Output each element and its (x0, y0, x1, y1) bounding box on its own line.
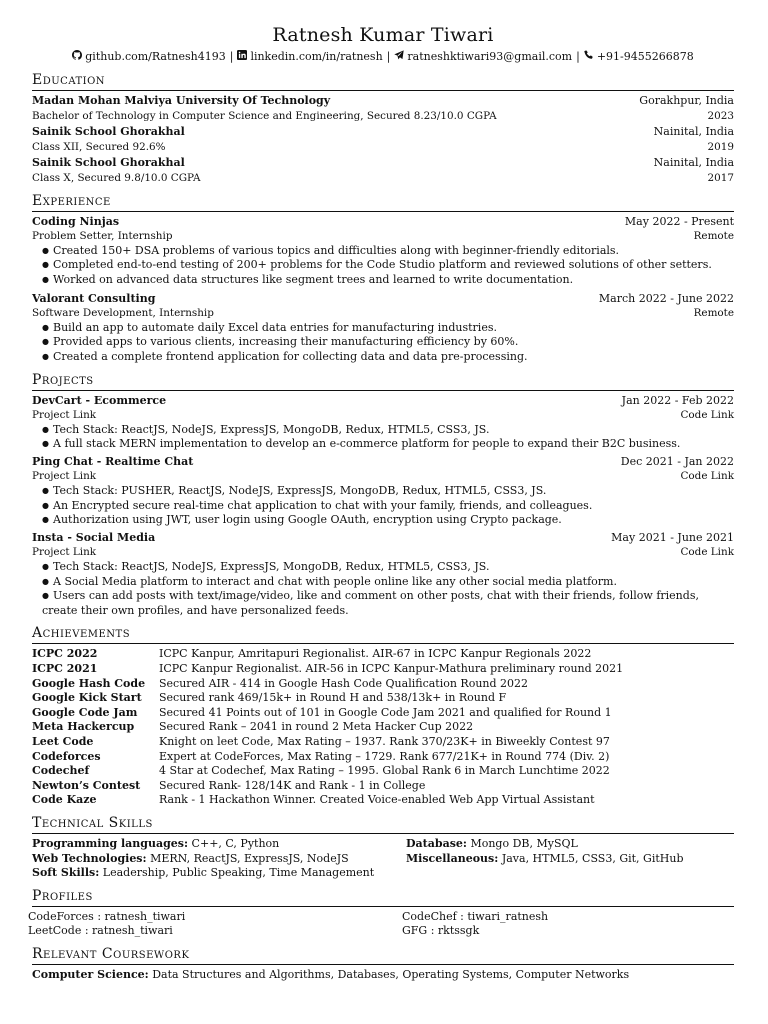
achievement-name: Google Kick Start (32, 691, 142, 705)
achievement-name: Newton’s Contest (32, 778, 141, 792)
dates: Jan 2022 - Feb 2022 (621, 393, 734, 407)
achievement-detail: Secured AIR - 414 in Google Hash Code Qualification Round 2022 (159, 676, 529, 690)
project-entry (32, 394, 734, 452)
skill-value: Leadership, Public Speaking, Time Management (99, 866, 375, 880)
section-title-experience: Experience (32, 193, 734, 212)
separator: | (386, 50, 391, 63)
bullet-list (32, 423, 734, 452)
profile-gfg[interactable]: GFG : rktssgk (402, 924, 480, 938)
skill-row (32, 852, 406, 867)
bullet-item: ● A Social Media platform to interact and chat with people online like any other social media platform. (42, 575, 734, 590)
achievement-detail: Secured Rank – 2041 in round 2 Meta Hacker Cup 2022 (159, 720, 474, 734)
section-title-coursework: Relevant Coursework (32, 946, 734, 965)
github-icon (72, 50, 82, 65)
year: 2019 (707, 140, 734, 153)
phone-icon (584, 50, 594, 65)
phone-link[interactable]: +91-9455266878 (596, 50, 694, 63)
bullet-continuation: create their own profiles, and have personalized feeds. (42, 603, 349, 617)
org-name: Valorant Consulting (32, 291, 156, 305)
project-name: Insta - Social Media (32, 530, 156, 544)
skill-row (406, 837, 734, 852)
bullet-item: ● Tech Stack: PUSHER, ReactJS, NodeJS, ExpressJS, MongoDB, Redux, HTML5, CSS3, JS. (42, 484, 734, 499)
project-link[interactable]: Project Link (32, 546, 97, 559)
bullet-item: ● Created a complete frontend application for collecting data and data pre-processing. (42, 350, 734, 365)
school-location: Gorakhpur, India (639, 94, 734, 107)
school-name: Madan Mohan Malviya University Of Technology (32, 94, 331, 107)
project-name: Ping Chat - Realtime Chat (32, 454, 194, 468)
project-link[interactable]: Project Link (32, 409, 97, 422)
code-link[interactable]: Code Link (680, 409, 734, 422)
code-link[interactable]: Code Link (680, 546, 734, 559)
coursework-line (32, 968, 734, 983)
achievement-name: ICPC 2022 (32, 647, 98, 661)
dates: March 2022 - June 2022 (598, 291, 734, 305)
achievement-detail: Rank - 1 Hackathon Winner. Created Voice-enabled Web App Virtual Assistant (159, 793, 595, 807)
education-entry (32, 156, 734, 185)
coursework-label: Computer Science: (32, 967, 149, 981)
profile-codeforces[interactable]: CodeForces : ratnesh_tiwari (28, 909, 186, 923)
bullet-item: ● Tech Stack: ReactJS, NodeJS, ExpressJS, MongoDB, Redux, HTML5, CSS3, JS. (42, 560, 734, 575)
bullet-list (32, 321, 734, 365)
achievement-name: Leet Code (32, 734, 94, 748)
dates: May 2021 - June 2021 (611, 530, 734, 544)
achievement-name: ICPC 2021 (32, 662, 98, 675)
bullet-list (32, 560, 734, 618)
bullet-text: Users can add posts with text/image/video, like and comment on other posts, chat with their friends, follow friends, (53, 589, 699, 603)
org-name: Coding Ninjas (32, 214, 120, 228)
skill-value: Mongo DB, MySQL (466, 836, 578, 850)
dates: Dec 2021 - Jan 2022 (620, 454, 734, 468)
achievement-detail: Secured Rank- 128/14K and Rank - 1 in College (159, 778, 426, 792)
bullet-item: ● Build an app to automate daily Excel data entries for manufacturing industries. (42, 321, 734, 336)
email-link[interactable]: ratneshktiwari93@gmail.com (407, 50, 573, 63)
achievement-name: Code Kaze (32, 793, 97, 807)
achievement-detail: Secured rank 469/15k+ in Round H and 538/13k+ in Round F (159, 691, 507, 705)
separator: | (229, 50, 234, 63)
achievement-name: Google Hash Code (32, 676, 146, 690)
bullet-item: ● Worked on advanced data structures like segment trees and learned to write documentation. (42, 273, 734, 288)
profile-leetcode[interactable]: LeetCode : ratnesh_tiwari (28, 924, 173, 938)
achievement-detail: 4 Star at Codechef, Max Rating – 1995. Global Rank 6 in March Lunchtime 2022 (159, 764, 610, 778)
bullet-list (32, 244, 734, 288)
skill-label: Database: (406, 836, 467, 850)
education-entry (32, 94, 734, 123)
dates: May 2022 - Present (624, 214, 734, 228)
bullet-item: ● Tech Stack: ReactJS, NodeJS, ExpressJS, MongoDB, Redux, HTML5, CSS3, JS. (42, 423, 734, 438)
project-entry (32, 455, 734, 528)
achievement-detail: Expert at CodeForces, Max Rating – 1729. Rank 677/21K+ in Round 774 (Div. 2) (159, 749, 610, 763)
role: Problem Setter, Internship (32, 230, 173, 243)
achievement-name: Meta Hackercup (32, 720, 135, 734)
bullet-item: ● Provided apps to various clients, increasing their manufacturing efficiency by 60%. (42, 335, 734, 350)
bullet-item: ● Authorization using JWT, user login using Google OAuth, encryption using Crypto package. (42, 513, 734, 528)
school-location: Nainital, India (653, 125, 734, 139)
bullet-item (42, 589, 734, 618)
separator: | (576, 50, 580, 63)
skill-label: Soft Skills: (32, 866, 100, 880)
section-title-skills: Technical Skills (32, 815, 734, 834)
linkedin-link[interactable]: linkedin.com/in/ratnesh (250, 50, 383, 63)
skill-value: Java, HTML5, CSS3, Git, GitHub (498, 851, 684, 865)
section-title-education: Education (32, 72, 734, 91)
place: Remote (693, 307, 734, 320)
project-link[interactable]: Project Link (32, 470, 97, 483)
skill-value: MERN, ReactJS, ExpressJS, NodeJS (146, 851, 349, 865)
contact-line (32, 50, 734, 65)
project-name: DevCart - Ecommerce (32, 393, 167, 407)
year: 2017 (707, 171, 734, 184)
role: Software Development, Internship (32, 307, 214, 320)
achievement-detail: ICPC Kanpur Regionalist. AIR-56 in ICPC Kanpur-Mathura preliminary round 2021 (159, 662, 624, 675)
resume-page (28, 22, 734, 983)
send-icon (394, 50, 404, 65)
year: 2023 (707, 109, 734, 122)
skill-row (32, 866, 406, 881)
skill-row (32, 837, 406, 852)
education-entry (32, 125, 734, 154)
skill-label: Web Technologies: (32, 851, 147, 865)
bullet-item: ● A full stack MERN implementation to develop an e-commerce platform for people to expand their B2C business. (42, 437, 734, 452)
achievement-name: Codechef (32, 764, 90, 778)
profiles-grid (28, 910, 734, 939)
coursework-value: Data Structures and Algorithms, Databases, Operating Systems, Computer Networks (148, 967, 630, 981)
section-title-projects: Projects (32, 372, 734, 391)
achievement-name: Google Code Jam (32, 705, 138, 719)
linkedin-icon (237, 50, 247, 65)
skill-row-empty (406, 866, 734, 881)
place: Remote (693, 230, 734, 243)
experience-entry (32, 292, 734, 365)
achievement-name: Codeforces (32, 749, 101, 763)
section-title-profiles: Profiles (32, 888, 734, 907)
achievement-detail: Secured 41 Points out of 101 in Google Code Jam 2021 and qualified for Round 1 (159, 705, 612, 719)
degree-detail: Bachelor of Technology in Computer Science and Engineering, Secured 8.23/10.0 CGPA (32, 109, 497, 122)
achievements-list (32, 647, 734, 808)
skill-label: Miscellaneous: (406, 851, 499, 865)
bullet-list (32, 484, 734, 528)
skill-row (406, 852, 734, 867)
skill-value: C++, C, Python (188, 836, 280, 850)
project-entry (32, 531, 734, 619)
achievement-detail: Knight on leet Code, Max Rating – 1937. Rank 370/23K+ in Biweekly Contest 97 (159, 734, 610, 748)
degree-detail: Class XII, Secured 92.6% (32, 140, 166, 153)
profile-codechef[interactable]: CodeChef : tiwari_ratnesh (402, 909, 549, 923)
section-title-achievements: Achievements (32, 625, 734, 644)
school-location: Nainital, India (653, 156, 734, 170)
degree-detail: Class X, Secured 9.8/10.0 CGPA (32, 171, 201, 184)
bullet-item: ● An Encrypted secure real-time chat application to chat with your family, friends, and colleagues. (42, 499, 734, 514)
bullet-item: ● Completed end-to-end testing of 200+ problems for the Code Studio platform and reviewed solutions of other setters. (42, 258, 734, 273)
github-link[interactable]: github.com/Ratnesh4193 (85, 50, 226, 63)
achievement-detail: ICPC Kanpur, Amritapuri Regionalist. AIR-67 in ICPC Kanpur Regionals 2022 (159, 647, 592, 661)
bullet-item: ● Created 150+ DSA problems of various topics and difficulties along with beginner-friendly editorials. (42, 244, 734, 259)
experience-entry (32, 215, 734, 288)
school-name: Sainik School Ghorakhal (32, 125, 185, 139)
skill-label: Programming languages: (32, 836, 189, 850)
school-name: Sainik School Ghorakhal (32, 156, 185, 170)
code-link[interactable]: Code Link (680, 470, 734, 483)
candidate-name: Ratnesh Kumar Tiwari (272, 24, 494, 46)
skills-grid (32, 837, 734, 881)
